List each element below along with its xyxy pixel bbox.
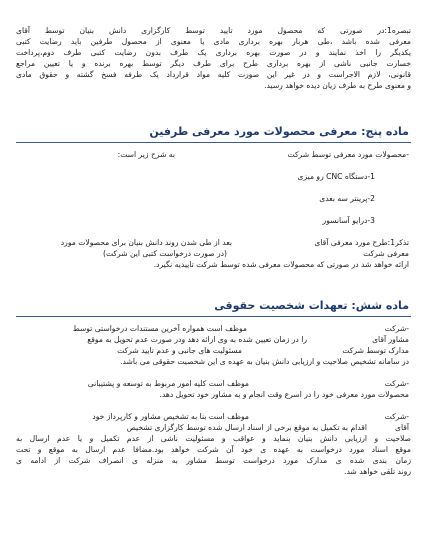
section5-heading: ماده پنج: معرفی محصولات مورد معرفی طرفین (149, 125, 409, 138)
section5-intro-tail: به شرح زیر است: (117, 150, 175, 159)
clause-b-row1-start: -شرکت (384, 379, 409, 388)
note2-row3: ارائه خواهد شد در صورتی که محصولات معرفی شده توسط شرکت تاییدیه نگیرد. (153, 260, 409, 269)
section5-intro: -محصولات مورد معرفی توسط شرکت (287, 150, 409, 159)
note1-line: یکدیگر را اخذ نمایند و در صورت بهره برداری یک طرف بدون رضایت کتبی طرف دوم،پرداخت (16, 48, 411, 57)
section6-divider (16, 316, 411, 317)
note1-line: تبصره1:در صورتی که محصول مورد تایید توسط کارگزاری دانش بنیان توسط آقای (16, 26, 411, 35)
clause-b-row1-end: موظف است کلیه امور مربوط به توسعه و پشتیبانی (87, 379, 249, 388)
clause-c-row2-end: اقدام به تکمیل به موقع برخی از اسناد ارسال شده توسط کارگزاری تشخیص (126, 423, 367, 432)
clause-c-line: موقع اسناد مورد درخواست به عهده ی خود آن شرکت خواهد بود.مضافا عدم ارسال به موقع و تحت (16, 445, 411, 454)
section5-divider (16, 142, 411, 143)
note1-line: قانونی، لازم الاجراست و در غیر این صورت کلیه مواد قرارداد یک طرفه فسخ گشته و حقوق مادی (16, 70, 411, 79)
clause-c-row2-start: آقای (395, 423, 409, 432)
clause-b-row2: محصولات مورد معرفی خود را در اسرع وقت انجام و به مشاور خود تحویل دهد. (159, 390, 409, 399)
product-item: 1-دستگاه CNC رو میزی (297, 172, 375, 181)
clause-a-row3-end: مسئولیت های جانبی و عدم تایید شرکت (117, 346, 242, 355)
clause-c-line: روند تلقی خواهد شد. (344, 467, 411, 476)
note2-row1-start: تذکر1:طرح مورد معرفی آقای (314, 238, 409, 247)
note2-row2-end: (در صورت درخواست کتبی این شرکت) (103, 249, 227, 258)
clause-c-line: زمان بندی شده ی مدارک مورد درخواست توسط مشاور به منزله ی انصراف شرکت از ادامه ی (16, 456, 411, 465)
product-item: 3-درایو آسانسور (322, 216, 375, 225)
note1-line: خسارت جانبی ناشی از بهره برداری طرح برای طرف دیگر توسط بهره برنده و یا تعیین مراجع (16, 59, 411, 68)
clause-a-row1-end: موظف است همواره آخرین مستندات درخواستی توسط (72, 324, 247, 333)
clause-a-row4: در سامانه تشخیص صلاحیت و ارزیابی دانش بنیان به عهده ی این شخصیت حقوقی می باشد. (120, 357, 409, 366)
note1-line: معرفی شده باشد ،طی هربار بهره برداری مادی یا معنوی از محصول طرفین باید رضایت کتبی (16, 37, 411, 46)
clause-c-row1-start: -شرکت (384, 412, 409, 421)
clause-c-row1-end: موظف است بنا به تشخیص مشاور و کارپرداز خود (92, 412, 249, 421)
clause-a-row1-start: -شرکت (384, 324, 409, 333)
clause-a-row3-start: مدارک توسط شرکت (342, 346, 409, 355)
clause-c-line: صلاحیت و ارزیابی دانش بنیان بنماید و عواقب و مسئولیت ناشی از عدم تکمیل و یا عدم ارسال به (16, 434, 411, 443)
note2-row2-start: معرفی شرکت (363, 249, 409, 258)
clause-a-row2-end: را در زمان تعیین شده به وی ارائه دهد ودر صورت عدم تحویل به موقع (87, 335, 307, 344)
clause-a-row2-start: مشاور آقای (372, 335, 409, 344)
note2-row1-end: بعد از طی شدن روند دانش بنیان برای محصولات مورد (60, 238, 232, 247)
note1-line: و معنوی طرح به طرف زیان دیده خواهد رسید. (264, 81, 411, 90)
product-item: 2-پرینتر سه بعدی (319, 194, 375, 203)
section6-heading: ماده شش: تعهدات شخصیت حقوقی (214, 299, 409, 312)
